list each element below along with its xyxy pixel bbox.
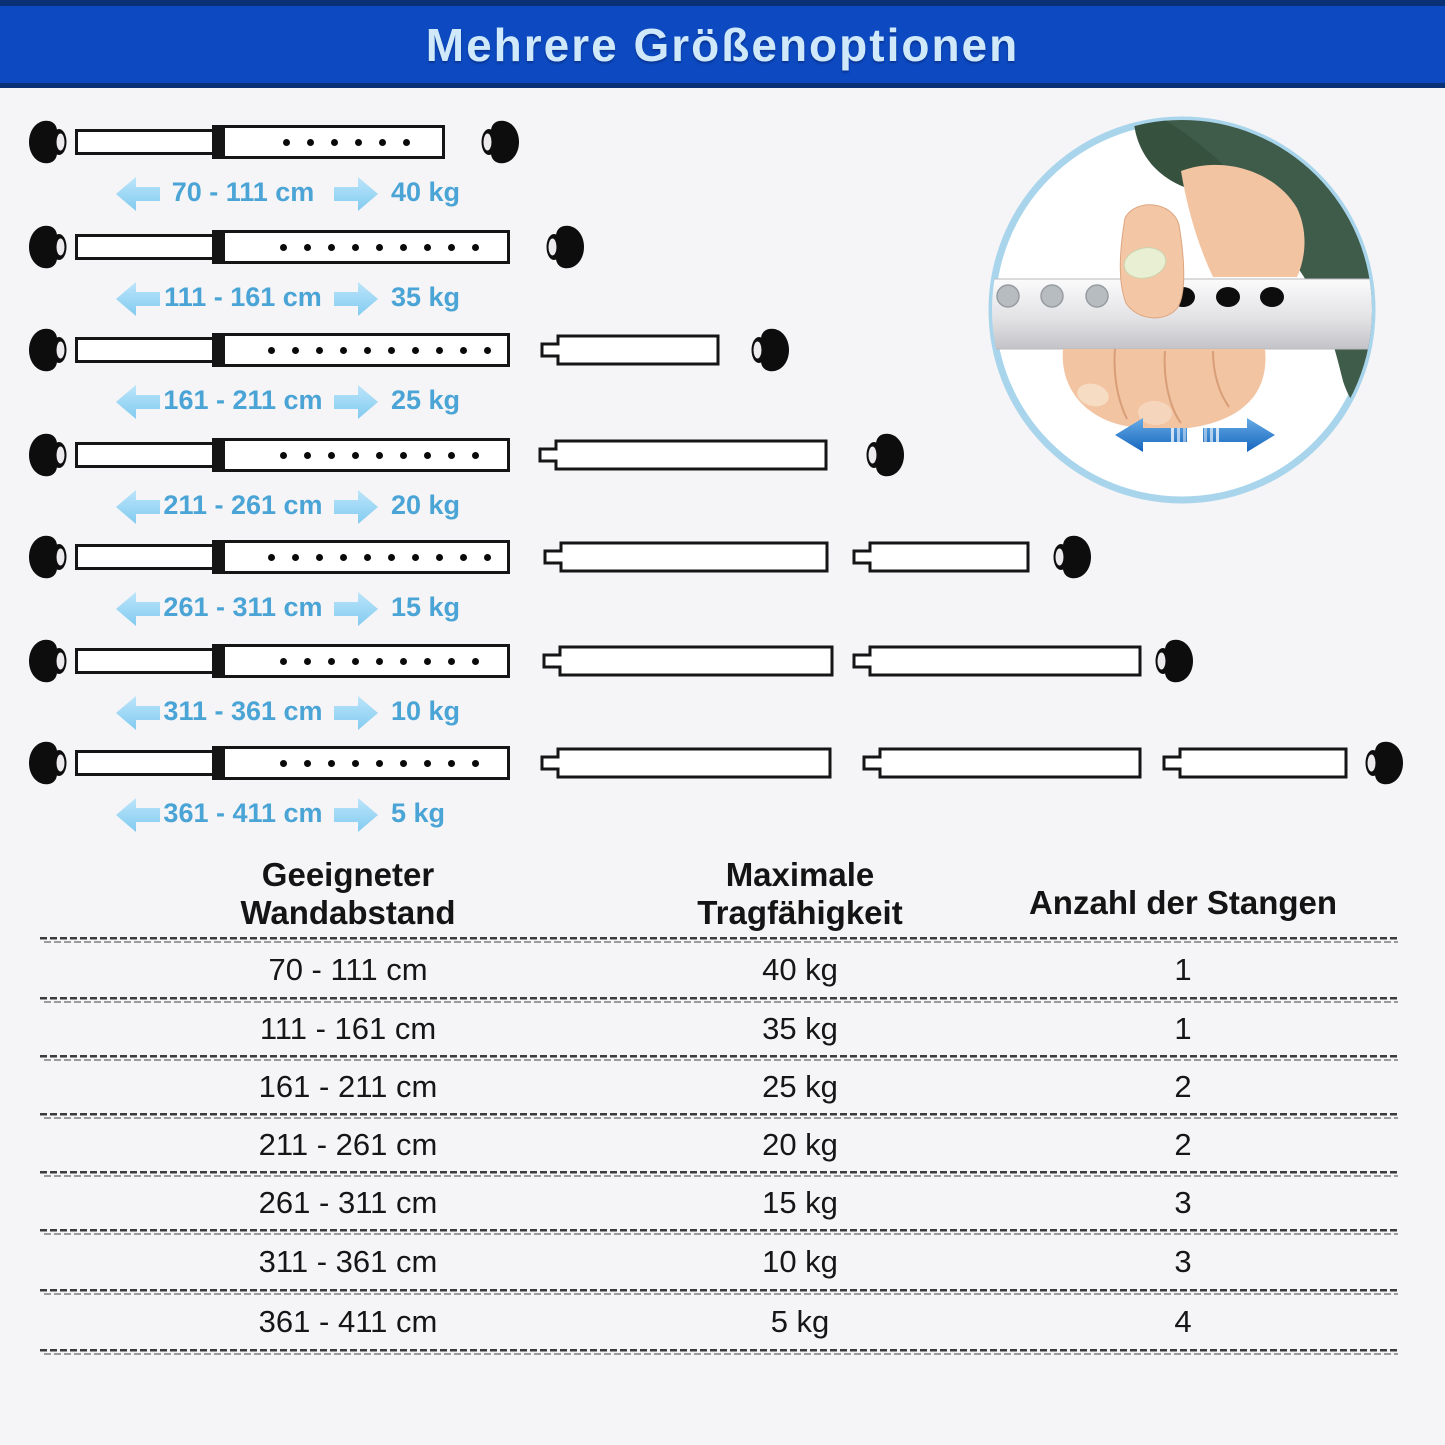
rod-segment-thin — [75, 234, 215, 260]
rod-hole — [355, 139, 362, 146]
table-cell: 361 - 411 cm — [258, 1304, 438, 1339]
table-divider — [40, 997, 1398, 1003]
extension-rod — [542, 643, 834, 679]
max-load-label: 35 kg — [391, 282, 461, 312]
max-load-label: 5 kg — [391, 798, 446, 828]
table-cell: 35 kg — [762, 1011, 838, 1046]
rod-hole — [376, 658, 383, 665]
table-header — [697, 856, 902, 932]
rod-end-cap-icon — [26, 324, 70, 376]
table-cell: 4 — [1174, 1304, 1192, 1339]
rod-end-cap-icon — [1152, 635, 1196, 687]
range-arrow-right-icon — [334, 382, 380, 422]
range-arrow-right-icon — [334, 693, 380, 733]
rod-hole — [472, 244, 479, 251]
rod-hole — [472, 760, 479, 767]
rod-hole — [304, 760, 311, 767]
rod-hole — [460, 554, 467, 561]
table-cell: 111 - 161 cm — [259, 1011, 437, 1046]
range-label: 111 - 161 cm — [164, 282, 322, 312]
size-caption — [0, 587, 1445, 627]
banner — [0, 0, 1445, 88]
rod-hole — [331, 139, 338, 146]
rod-hole — [400, 244, 407, 251]
rod-hole — [436, 347, 443, 354]
rod-hole — [328, 244, 335, 251]
rod-hole — [412, 554, 419, 561]
rod-hole — [328, 760, 335, 767]
extension-rod — [862, 745, 1142, 781]
extension-rod — [852, 643, 1142, 679]
rod-hole — [1216, 287, 1240, 307]
range-arrow-right-icon — [334, 795, 380, 835]
rod-hole — [472, 658, 479, 665]
rod-hole — [292, 554, 299, 561]
max-load-label: 40 kg — [391, 177, 461, 207]
rod-hole — [280, 244, 287, 251]
extension-rod — [540, 332, 720, 368]
rod-hole — [400, 658, 407, 665]
rod-hole — [388, 554, 395, 561]
table-cell: 40 kg — [762, 952, 838, 987]
table-header-line: Maximale — [725, 856, 875, 893]
rod-hole — [364, 554, 371, 561]
max-load-label: 25 kg — [391, 385, 461, 415]
extension-rod — [1162, 745, 1348, 781]
extension-rod — [543, 539, 829, 575]
rod-hole — [376, 452, 383, 459]
rod-hole — [448, 244, 455, 251]
rod-hole — [307, 139, 314, 146]
rod-hole — [400, 452, 407, 459]
table-divider — [40, 1055, 1398, 1061]
table-cell: 3 — [1174, 1244, 1192, 1279]
table-header-line: Tragfähigkeit — [697, 894, 903, 931]
table-cell: 5 kg — [770, 1304, 830, 1339]
range-arrow-right-icon — [334, 589, 380, 629]
rod-end-cap-icon — [863, 429, 907, 481]
rod-segment-thin — [75, 129, 215, 155]
table-cell: 211 - 261 cm — [258, 1127, 438, 1162]
rod-hole — [280, 760, 287, 767]
rod-hole — [292, 347, 299, 354]
rod-hole — [448, 452, 455, 459]
rod-end-cap-icon — [26, 429, 70, 481]
rod-hole — [280, 658, 287, 665]
rod-end-cap-icon — [26, 635, 70, 687]
rod-hole — [472, 452, 479, 459]
table-cell: 1 — [1174, 1011, 1192, 1046]
page-title: Mehrere Größenoptionen — [425, 18, 1020, 71]
table-cell: 10 kg — [762, 1244, 838, 1279]
range-label: 211 - 261 cm — [163, 490, 323, 520]
size-caption — [0, 793, 1445, 833]
table-divider — [40, 1349, 1398, 1355]
rod-hole — [448, 760, 455, 767]
rod-hole — [268, 554, 275, 561]
rod-dimple — [997, 285, 1019, 307]
rod-end-cap-icon — [26, 737, 70, 789]
rod-end-cap-icon — [1362, 737, 1406, 789]
table-cell: 311 - 361 cm — [258, 1244, 438, 1279]
rod-hole — [283, 139, 290, 146]
rod-hole — [460, 347, 467, 354]
max-load-label: 20 kg — [391, 490, 461, 520]
table-header-line: Anzahl der Stangen — [1028, 884, 1338, 921]
rod-hole — [376, 760, 383, 767]
range-label: 361 - 411 cm — [163, 798, 323, 828]
range-arrow-right-icon — [334, 487, 380, 527]
rod-hole — [412, 347, 419, 354]
rod-hole — [328, 452, 335, 459]
table-cell: 20 kg — [762, 1127, 838, 1162]
table-cell: 2 — [1174, 1127, 1192, 1162]
rod-end-cap-icon — [543, 221, 587, 273]
rod-end-cap-icon — [26, 116, 70, 168]
max-load-label: 15 kg — [391, 592, 461, 622]
rod-hole — [424, 452, 431, 459]
table-header-line: Wandabstand — [240, 894, 456, 931]
rod-hole — [424, 244, 431, 251]
rod-end-cap-icon — [26, 531, 70, 583]
table-cell: 1 — [1174, 952, 1192, 987]
table-cell: 3 — [1174, 1185, 1192, 1220]
adjustment-photo — [985, 113, 1379, 507]
rod-hole — [484, 554, 491, 561]
rod-hole — [328, 658, 335, 665]
rod-hole — [352, 244, 359, 251]
rod-hole — [400, 760, 407, 767]
rod-hole — [340, 347, 347, 354]
rod-hole — [379, 139, 386, 146]
rod-segment-thin — [75, 544, 215, 570]
range-label: 161 - 211 cm — [163, 385, 323, 415]
rod-dimple — [1041, 285, 1063, 307]
extension-rod — [540, 745, 832, 781]
rod-hole — [403, 139, 410, 146]
table-header — [1029, 884, 1337, 922]
rod-hole — [364, 347, 371, 354]
size-option-row — [0, 737, 1445, 841]
range-label: 70 - 111 cm — [171, 177, 315, 207]
range-arrow-right-icon — [334, 279, 380, 319]
table-cell: 2 — [1174, 1069, 1192, 1104]
rod-hole — [484, 347, 491, 354]
rod-dimple — [1086, 285, 1108, 307]
rod-hole — [316, 554, 323, 561]
rod-segment-main — [212, 644, 510, 678]
rod-segment-thin — [75, 648, 215, 674]
table-cell: 25 kg — [762, 1069, 838, 1104]
table-divider — [40, 1229, 1398, 1235]
extension-rod — [852, 539, 1030, 575]
rod-hole — [340, 554, 347, 561]
table-divider — [40, 1289, 1398, 1295]
table-cell: 15 kg — [762, 1185, 838, 1220]
size-caption — [0, 691, 1445, 731]
table-header — [240, 856, 455, 932]
range-label: 261 - 311 cm — [163, 592, 323, 622]
rod-hole — [268, 347, 275, 354]
rod-hole — [1260, 287, 1284, 307]
range-label: 311 - 361 cm — [163, 696, 323, 726]
table-divider — [40, 1171, 1398, 1177]
size-option-row — [0, 635, 1445, 739]
rod-hole — [304, 452, 311, 459]
rod-end-cap-icon — [1050, 531, 1094, 583]
rod-segment-main — [212, 746, 510, 780]
rod-hole — [316, 347, 323, 354]
table-divider — [40, 1113, 1398, 1119]
rod-hole — [304, 244, 311, 251]
rod-hole — [352, 658, 359, 665]
table-divider — [40, 937, 1398, 943]
table-cell: 70 - 111 cm — [268, 952, 428, 987]
rod-hole — [436, 554, 443, 561]
rod-segment-thin — [75, 750, 215, 776]
max-load-label: 10 kg — [391, 696, 461, 726]
rod-hole — [448, 658, 455, 665]
rod-hole — [376, 244, 383, 251]
range-arrow-right-icon — [334, 174, 380, 214]
rod-segment-main — [212, 125, 445, 159]
extension-rod — [538, 437, 828, 473]
rod-end-cap-icon — [26, 221, 70, 273]
rod-hole — [352, 760, 359, 767]
rod-segment-main — [212, 333, 510, 367]
rod-hole — [424, 658, 431, 665]
rod-segment-thin — [75, 337, 215, 363]
rod-hole — [280, 452, 287, 459]
rod-segment-thin — [75, 442, 215, 468]
rod-end-cap-icon — [748, 324, 792, 376]
rod-hole — [304, 658, 311, 665]
table-header-line: Geeigneter — [261, 856, 435, 893]
rod-segment-main — [212, 540, 510, 574]
rod-hole — [388, 347, 395, 354]
table-cell: 261 - 311 cm — [258, 1185, 438, 1220]
rod-hole — [352, 452, 359, 459]
rod-end-cap-icon — [478, 116, 522, 168]
rod-segment-main — [212, 438, 510, 472]
rod-hole — [424, 760, 431, 767]
size-option-row — [0, 531, 1445, 635]
rod-segment-main — [212, 230, 510, 264]
table-cell: 161 - 211 cm — [258, 1069, 438, 1104]
